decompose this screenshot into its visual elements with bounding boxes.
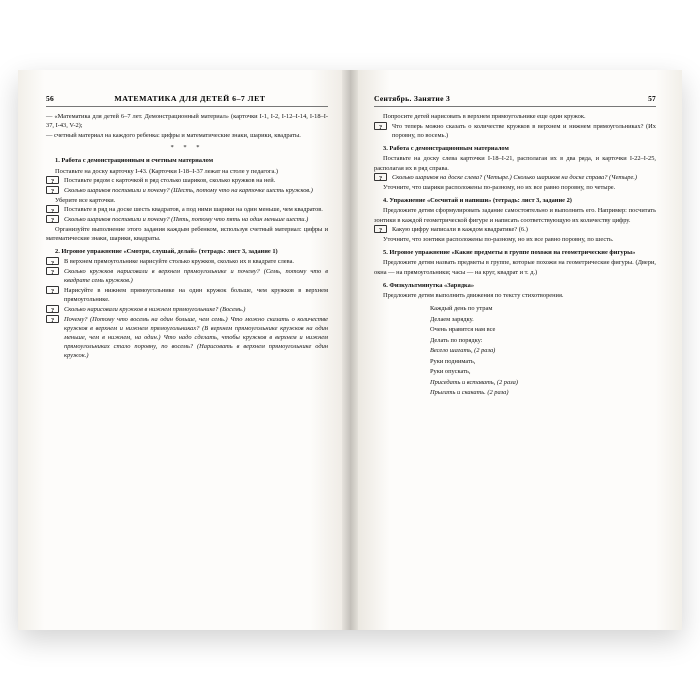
question-text: Сколько шариков на доске слева? (Четыре.) Сколько шариков на доске справа? (Четыре.) (392, 174, 638, 182)
question-row (374, 173, 656, 182)
poem-line: Прыгать и скакать. (2 раза) (430, 389, 509, 397)
paragraph: Предложите детям сформулировать задание самостоятельно и выполнить его. Например: посчитать зонтики в каждой геометрической фигуре и написать соответствующую их количеству цифру. (374, 207, 656, 224)
question-mark-icon: ? (374, 122, 387, 130)
page-right-body (374, 112, 656, 399)
poem-block (430, 304, 656, 399)
poem-line: Руки поднимать, (430, 357, 476, 365)
open-book (18, 70, 682, 630)
section-divider: * * * (170, 144, 204, 152)
question-mark-icon: ? (46, 267, 59, 275)
question-row (374, 122, 656, 140)
paragraph: Уберите все карточки. (55, 196, 116, 204)
paragraph: — «Математика для детей 6–7 лет. Демонстрационный материал» (карточки I-1, I-2, I-12–I-14, I-18–I-37, I-43, V-2); (46, 113, 328, 130)
question-text: Сколько шариков поставили и почему? (Шесть, потому что на карточке шесть кружков.) (64, 186, 313, 194)
poem-line: Приседать и вставать, (2 раза) (430, 378, 518, 386)
question-row (46, 176, 328, 185)
poem-line: Руки опускать, (430, 368, 471, 376)
header-rule-left (46, 106, 328, 107)
section-heading: 4. Упражнение «Сосчитай и напиши» (тетрадь: лист 3, задание 2) (383, 197, 572, 205)
page-right (350, 70, 682, 630)
question-row (46, 286, 328, 304)
header-rule-right (374, 106, 656, 107)
question-mark-icon: ? (46, 215, 59, 223)
question-mark-icon: ? (46, 176, 59, 184)
question-text: Поставьте в ряд на доске шесть квадратов, а под ними шарики на один меньше, чем квадратов. (64, 206, 323, 214)
page-right-content (374, 94, 656, 614)
question-text: Что теперь можно сказать о количестве кружков в верхнем и нижнем прямоугольниках? (Их поровну, по восемь.) (392, 122, 656, 139)
page-left-header (46, 94, 328, 104)
section-heading: 1. Работа с демонстрационным и счетным материалом (55, 157, 214, 165)
question-mark-icon: ? (46, 205, 59, 213)
question-text: Какую цифру написали в каждом квадратике? (6.) (392, 226, 528, 234)
question-text: Сколько шариков поставили и почему? (Пять, потому что пять на один меньше шести.) (64, 216, 309, 224)
paragraph: Уточните, что шарики расположены по-разному, но их все равно поровну, по четыре. (383, 183, 616, 191)
section-heading: 2. Игровое упражнение «Смотри, слушай, делай» (тетрадь: лист 3, задание 1) (55, 248, 278, 256)
question-mark-icon: ? (46, 186, 59, 194)
question-row (46, 186, 328, 195)
page-left (18, 70, 351, 630)
section-heading: 5. Игровое упражнение «Какие предметы в группе похожи на геометрические фигуры» (383, 249, 636, 257)
question-text: Почему? (Потому что восемь на один больше, чем семь.) Что можно сказать о количестве кружков в верхнем и нижнем прямоугольниках? (В верхнем прямоугольнике кружков на один меньше, чем в нижнем, на один.) Что надо сделать, чтобы кружков в верхнем и нижнем прямоугольниках стало поровну, по восемь? (Нарисовать в верхнем прямоугольнике один кружок.) (64, 315, 328, 360)
section-heading: 6. Физкультминутка «Зарядка» (383, 281, 475, 289)
page-left-content (46, 94, 328, 614)
question-mark-icon: ? (46, 257, 59, 265)
question-row (374, 225, 656, 234)
section-heading: 3. Работа с демонстрационным материалом (383, 145, 509, 153)
poem-line: Делать по порядку: (430, 336, 483, 344)
question-row (46, 305, 328, 314)
paragraph: Предложите детям назвать предметы в группе, которые похожи на геометрические фигуры. (Двери, окна — на прямоугольники; часы — на круг, квадрат и т. д.) (374, 259, 656, 276)
poem-line: Очень нравится нам все (430, 326, 496, 334)
question-text: Поставьте рядом с карточкой в ряд столько шариков, сколько кружков на ней. (64, 177, 276, 185)
page-left-body (46, 112, 328, 361)
running-title-left: МАТЕМАТИКА ДЛЯ ДЕТЕЙ 6–7 ЛЕТ (114, 94, 266, 103)
question-row (46, 205, 328, 214)
page-number-right: 57 (648, 94, 656, 103)
question-mark-icon: ? (46, 286, 59, 294)
page-number-left: 56 (46, 94, 54, 103)
page-right-header (374, 94, 656, 104)
question-text: Сколько нарисовали кружков в нижнем прямоугольнике? (Восемь.) (64, 305, 246, 313)
paragraph: Предложите детям выполнить движения по тексту стихотворения. (383, 291, 564, 299)
paragraph: — счетный материал на каждого ребенка: цифры и математические знаки, шарики, квадраты. (46, 131, 301, 139)
question-row (46, 315, 328, 361)
question-row (46, 267, 328, 285)
question-mark-icon: ? (374, 173, 387, 181)
question-mark-icon: ? (46, 315, 59, 323)
question-mark-icon: ? (46, 305, 59, 313)
running-title-right: Сентябрь. Занятие 3 (374, 94, 451, 103)
paragraph: Попросите детей нарисовать в верхнем прямоугольнике еще один кружок. (383, 113, 586, 120)
paragraph: Уточните, что зонтики расположены по-разному, но их все равно поровну, по шесть. (383, 235, 614, 243)
paragraph: Поставьте на доску карточку I-43. (Карточки I-18–I-37 лежат на столе у педагога.) (55, 167, 279, 175)
question-text: Сколько кружков нарисовали в верхнем прямоугольнике и почему? (Семь, потому что в квадрате семь кружков.) (64, 268, 328, 285)
question-text: Нарисуйте в нижнем прямоугольнике на один кружок больше, чем кружков в верхнем прямоугольнике. (64, 286, 328, 304)
question-text: В верхнем прямоугольнике нарисуйте столько кружков, сколько их в квадрате слева. (64, 258, 295, 266)
poem-line: Каждый день по утрам (430, 305, 493, 313)
question-mark-icon: ? (374, 225, 387, 233)
question-row (46, 257, 328, 266)
paragraph: Поставьте на доску слева карточки I-18–I-21, располагая их в два ряда, и карточки I-22–I-25, располагая их в ряд справа. (374, 155, 656, 172)
paragraph: Организуйте выполнение этого задания каждым ребенком, используя счетный материал: цифры и математические знаки, шарики, квадраты. (46, 225, 328, 242)
question-row (46, 215, 328, 224)
poem-line: Весело шагать, (2 раза) (430, 347, 496, 355)
poem-line: Делаем зарядку. (430, 315, 474, 323)
